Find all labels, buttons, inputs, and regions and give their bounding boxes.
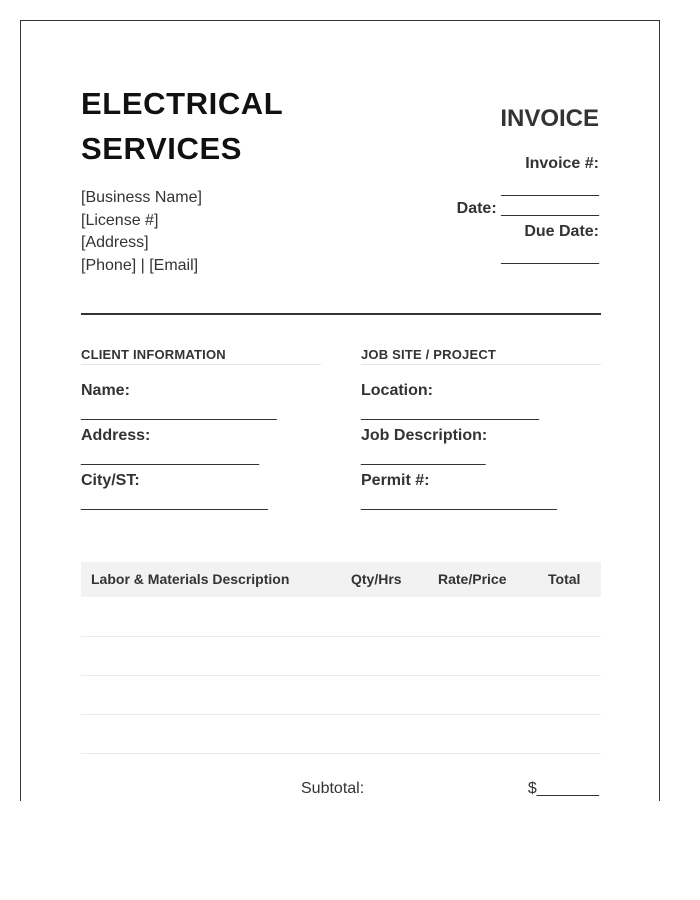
client-address-label: Address: — [81, 427, 151, 444]
client-info-heading: CLIENT INFORMATION — [81, 347, 321, 365]
phone-email: [Phone] | [Email] — [81, 256, 199, 274]
job-description-label: Job Description: — [361, 427, 488, 444]
client-city-field[interactable]: _____________________ — [81, 494, 268, 511]
invoice-date-blank[interactable]: ___________ — [501, 200, 599, 217]
license-number: [License #] — [81, 211, 159, 229]
business-details — [81, 187, 202, 277]
line-item-row[interactable] — [81, 753, 601, 754]
due-date-field[interactable]: ___________ — [501, 248, 599, 265]
job-location-field[interactable]: ____________________ — [361, 404, 539, 421]
job-description-field[interactable]: ______________ — [361, 449, 486, 466]
company-title-line1: ELECTRICAL — [81, 86, 284, 121]
company-title-line2: SERVICES — [81, 131, 243, 166]
line-item-row[interactable] — [81, 675, 601, 676]
col-total: Total — [548, 571, 581, 587]
client-address-field[interactable]: ____________________ — [81, 449, 259, 466]
client-name-label: Name: — [81, 382, 130, 399]
subtotal-field[interactable]: $_______ — [527, 780, 599, 797]
col-description: Labor & Materials Description — [91, 571, 290, 587]
col-qty-hrs: Qty/Hrs — [351, 571, 402, 587]
header-divider — [81, 313, 601, 315]
invoice-title: INVOICE — [500, 105, 599, 132]
invoice-number-field[interactable]: ___________ — [501, 180, 599, 197]
job-location-label: Location: — [361, 382, 433, 399]
invoice-number-label: Invoice #: — [525, 155, 599, 172]
client-name-field[interactable]: ______________________ — [81, 404, 277, 421]
subtotal-label: Subtotal: — [301, 780, 365, 797]
line-item-row[interactable] — [81, 714, 601, 715]
line-item-row[interactable] — [81, 636, 601, 637]
invoice-sheet — [20, 20, 660, 801]
invoice-date-field[interactable] — [457, 200, 599, 218]
business-address: [Address] — [81, 234, 149, 251]
company-title — [81, 81, 283, 171]
line-items-header — [81, 562, 601, 597]
col-rate-price: Rate/Price — [438, 571, 507, 587]
due-date-label: Due Date: — [524, 223, 599, 240]
business-name: [Business Name] — [81, 189, 202, 206]
permit-number-label: Permit #: — [361, 472, 430, 489]
job-site-heading: JOB SITE / PROJECT — [361, 347, 601, 365]
client-city-label: City/ST: — [81, 472, 140, 489]
invoice-date-label: Date: — [456, 200, 497, 217]
permit-number-field[interactable]: ______________________ — [361, 494, 557, 511]
